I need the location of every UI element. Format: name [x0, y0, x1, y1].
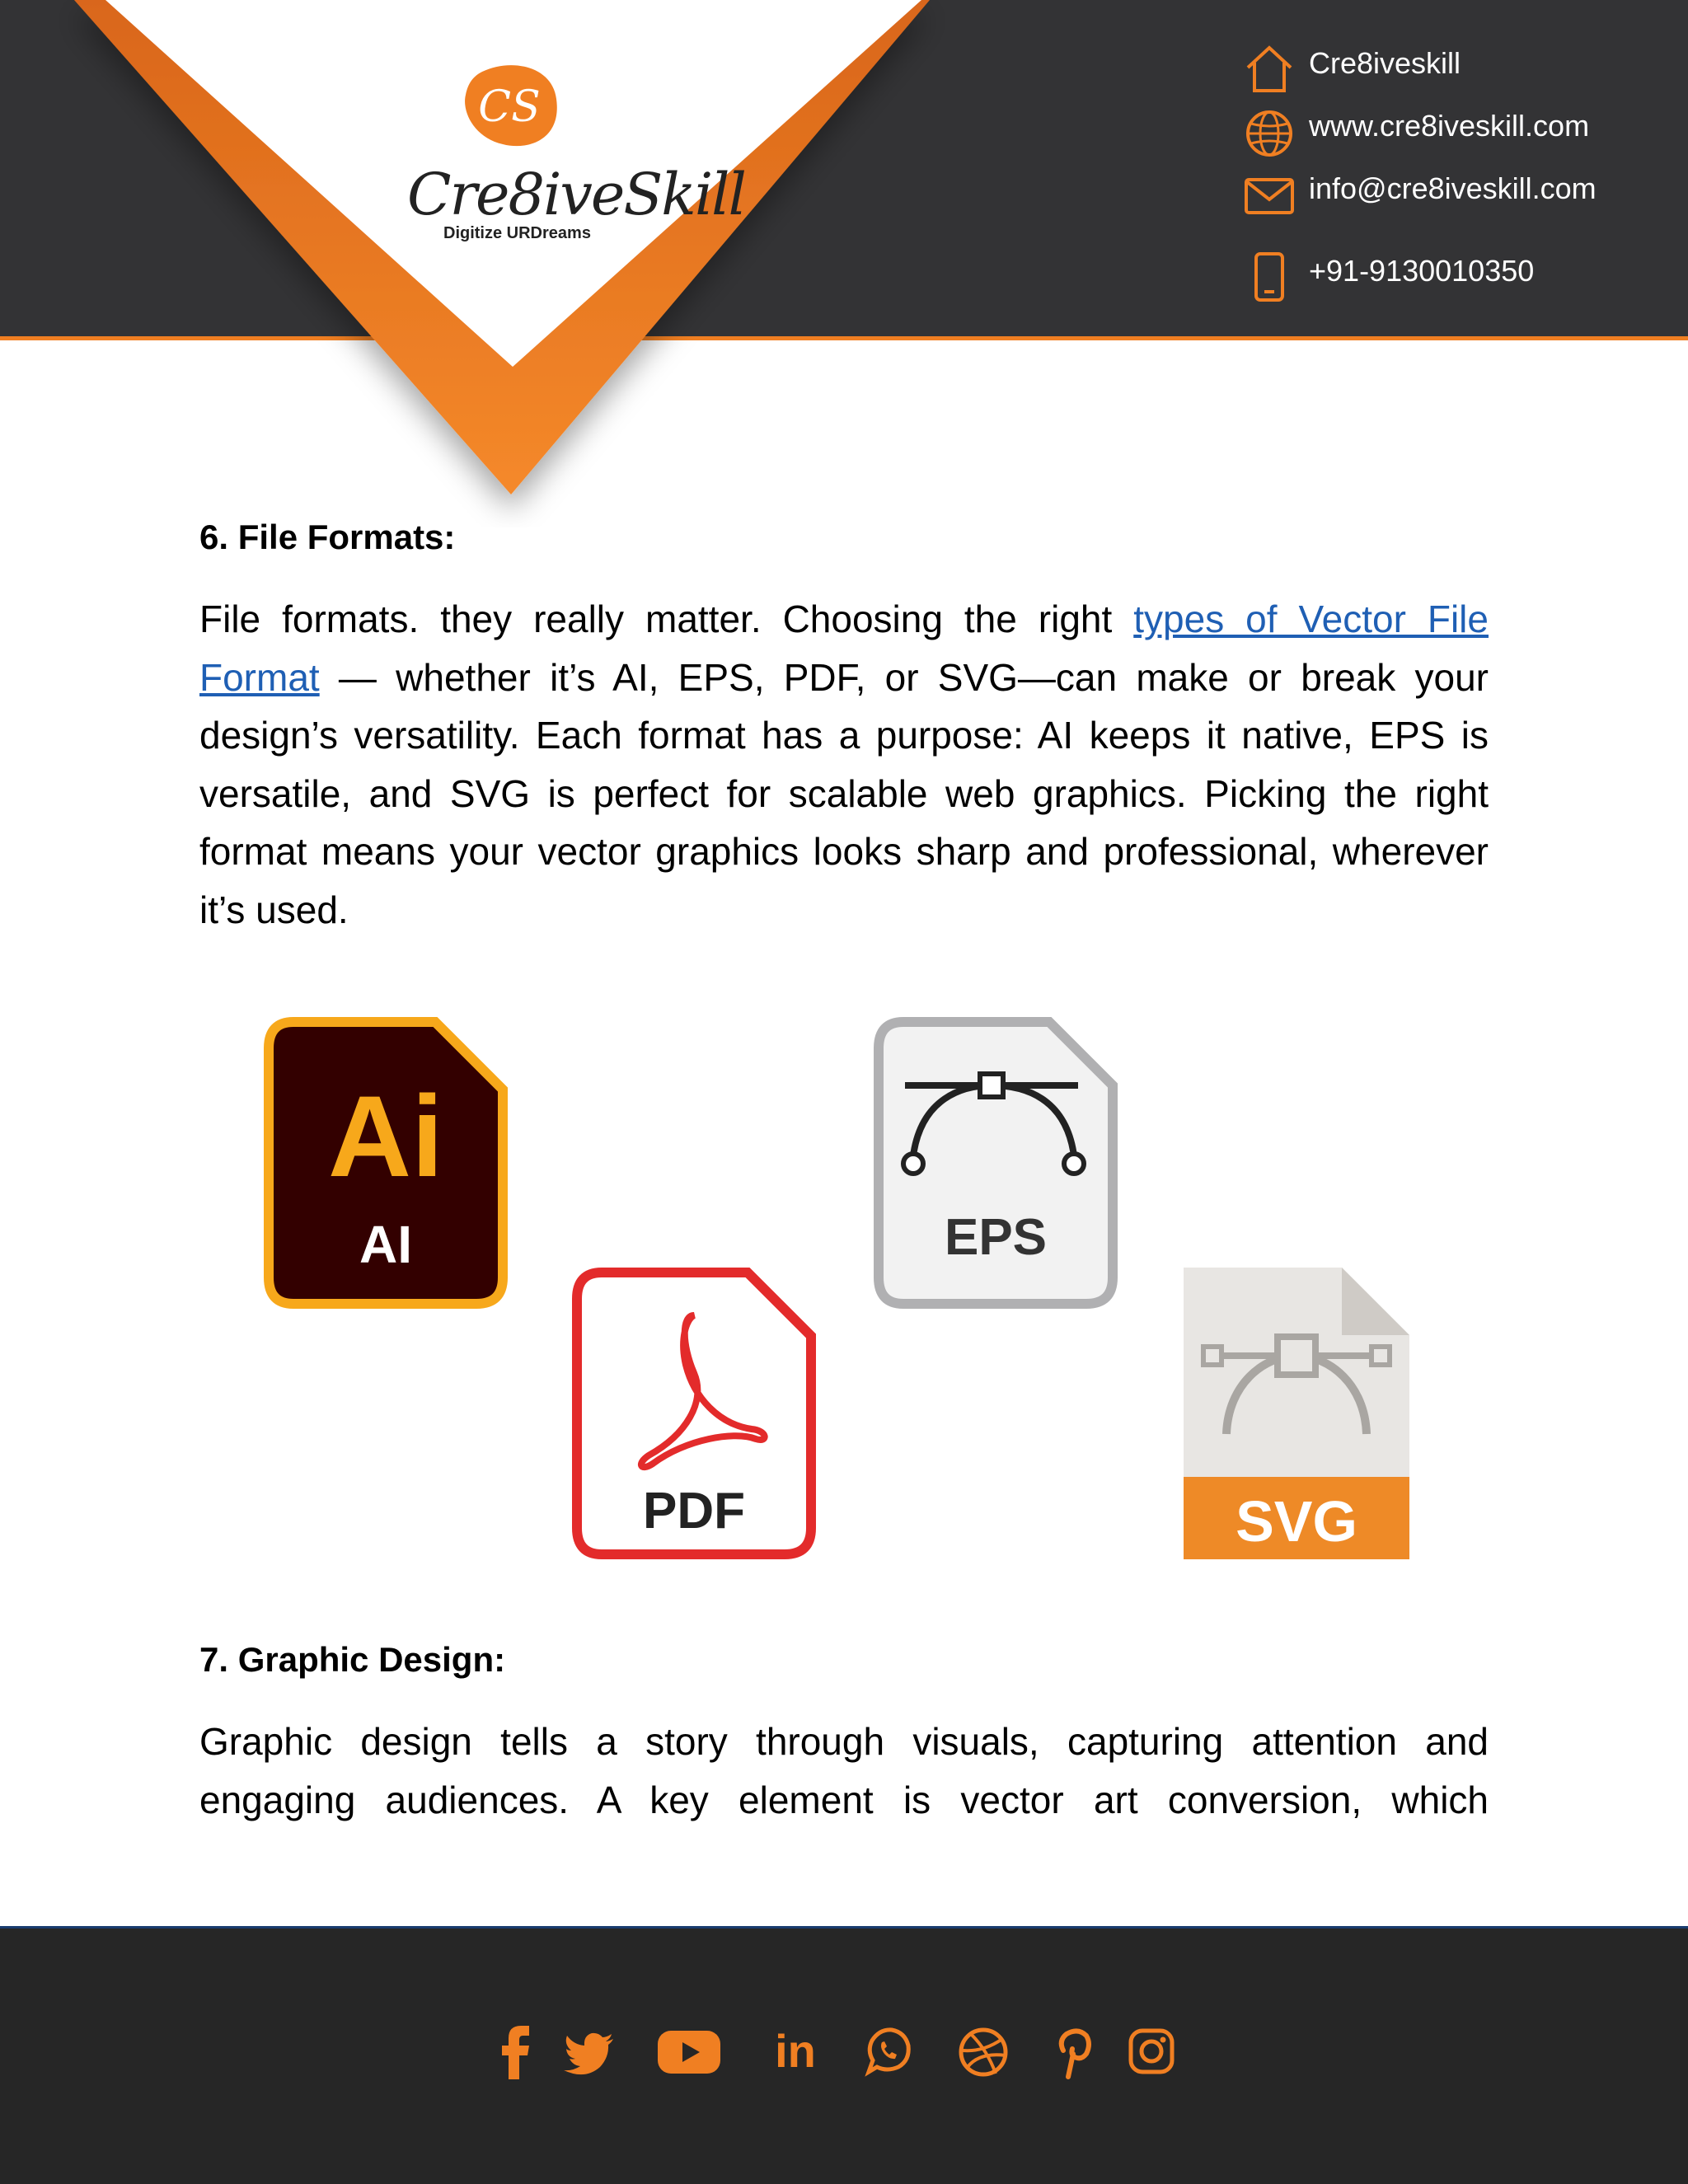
- linkedin-icon: [767, 2018, 824, 2083]
- contact-website[interactable]: [1243, 105, 1672, 155]
- vector-file-format-link[interactable]: types of Vector File Format: [199, 598, 1489, 699]
- whatsapp-link[interactable]: [859, 2018, 917, 2083]
- svg-file-icon: [1177, 1261, 1416, 1566]
- section7-heading: 7. Graphic Design:: [199, 1640, 506, 1679]
- mail-icon: [1243, 168, 1296, 221]
- brand-name: Cre8iveSkill: [407, 161, 745, 228]
- contact-home[interactable]: [1243, 43, 1672, 92]
- youtube-link[interactable]: [656, 2018, 722, 2083]
- contact-phone-text: +91-9130010350: [1309, 254, 1535, 288]
- twitter-link[interactable]: [560, 2018, 618, 2083]
- contact-email-text: info@cre8iveskill.com: [1309, 171, 1597, 205]
- eps-file-icon: [872, 1015, 1119, 1312]
- contact-phone[interactable]: [1243, 251, 1672, 300]
- section6-text-before: File formats. they really matter. Choosing the right: [199, 598, 1134, 640]
- instagram-link[interactable]: [1123, 2018, 1180, 2083]
- svg-label: SVG: [1236, 1489, 1357, 1554]
- youtube-icon: [656, 2018, 722, 2083]
- linkedin-link[interactable]: [767, 2018, 824, 2083]
- ai-big-text: Ai: [328, 1071, 443, 1201]
- pdf-label: PDF: [643, 1483, 745, 1540]
- pdf-file-icon: [570, 1266, 818, 1563]
- facebook-link[interactable]: [486, 2018, 544, 2083]
- dribbble-icon: [954, 2018, 1012, 2083]
- pinterest-link[interactable]: [1043, 2018, 1101, 2083]
- contact-website-text: www.cre8iveskill.com: [1309, 109, 1590, 143]
- footer: [0, 1929, 1688, 2184]
- ai-file-icon: [262, 1015, 509, 1312]
- home-icon: [1243, 43, 1296, 96]
- phone-icon: [1243, 251, 1296, 303]
- brand-tagline: Digitize URDreams: [443, 224, 591, 242]
- linkedin-text: in: [775, 2025, 816, 2077]
- logo-letters: CS: [478, 82, 541, 132]
- section6-heading: 6. File Formats:: [199, 518, 456, 556]
- section7-paragraph: Graphic design tells a story through visuals, capturing attention and engaging audiences. A key element is vector art conversion, which: [199, 1720, 1489, 1821]
- eps-label: EPS: [944, 1209, 1048, 1266]
- twitter-icon: [560, 2018, 618, 2083]
- instagram-icon: [1123, 2018, 1180, 2083]
- facebook-icon: [486, 2018, 544, 2083]
- ai-label: AI: [359, 1215, 412, 1274]
- dribbble-link[interactable]: [954, 2018, 1012, 2083]
- whatsapp-icon: [859, 2018, 917, 2083]
- globe-icon: [1243, 105, 1296, 158]
- contact-email[interactable]: [1243, 168, 1672, 218]
- section6-text-after: — whether it’s AI, EPS, PDF, or SVG—can make or break your design’s versatility. Each format has a purpose: AI keeps it native, EPS is versatile, and SVG is perfect for scalable web graphics. Picking the right format means your vector graphics looks sharp and professional, wherever it’s used.: [199, 655, 1489, 931]
- section6-paragraph: [199, 590, 1489, 939]
- contact-home-text: Cre8iveskill: [1309, 46, 1461, 80]
- pinterest-icon: [1043, 2018, 1101, 2083]
